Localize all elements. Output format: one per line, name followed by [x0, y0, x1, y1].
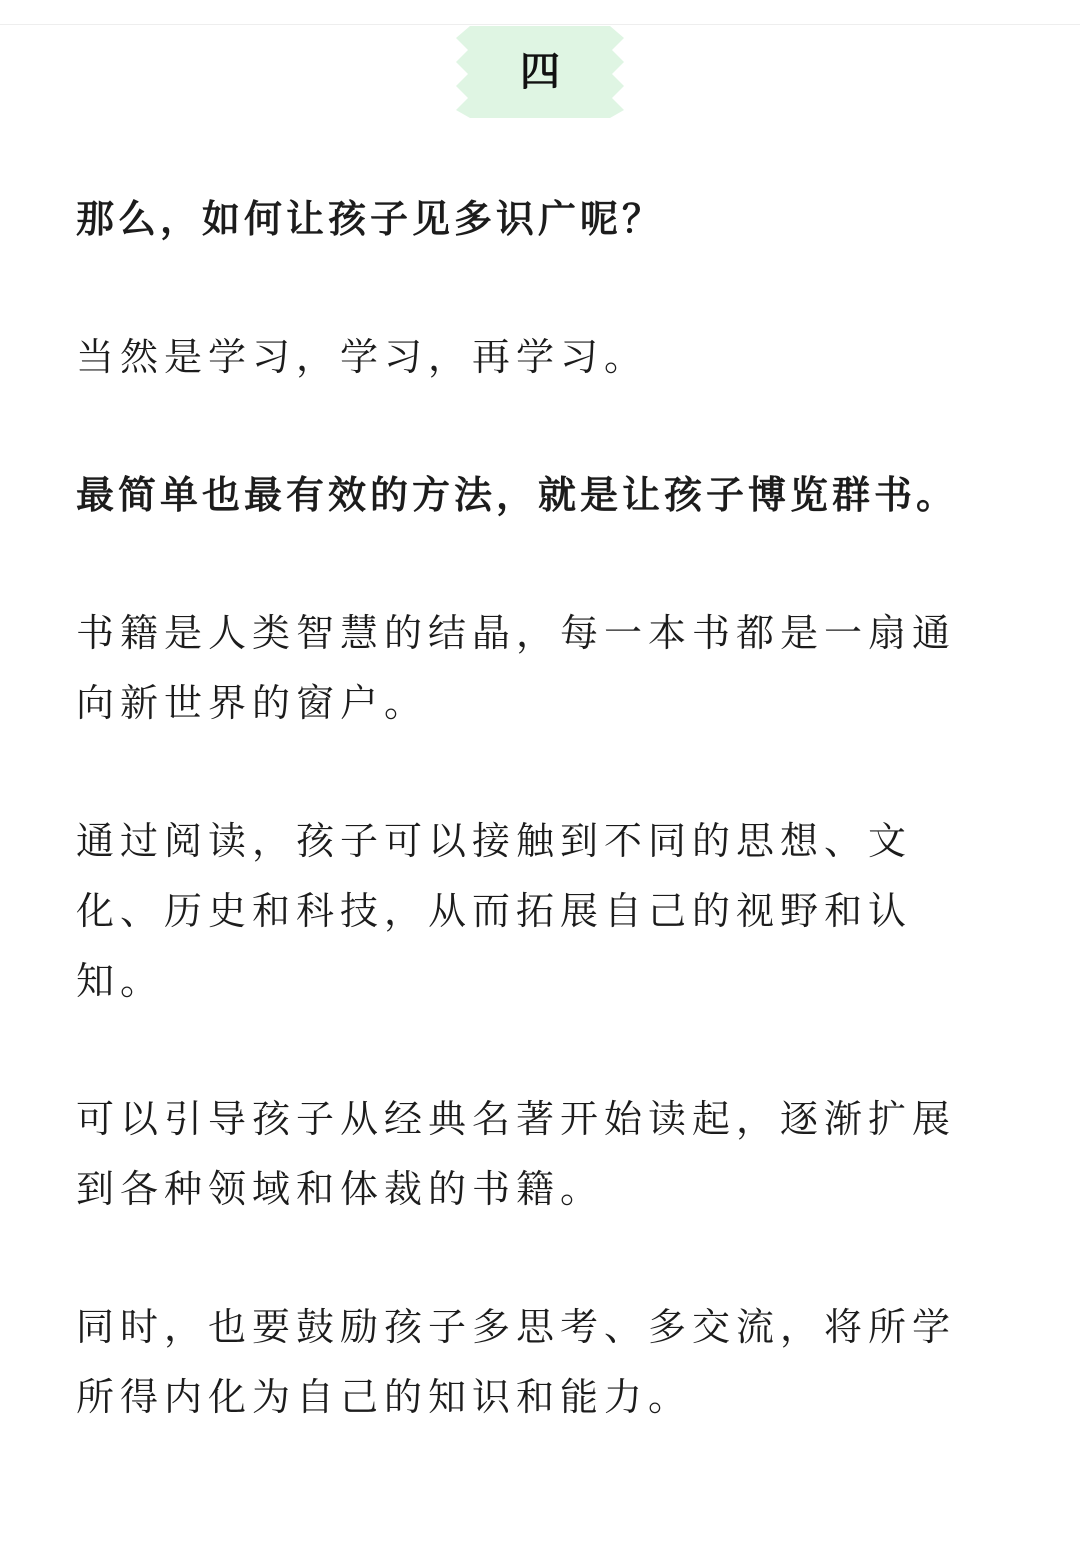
paragraph-thinking: 同时，也要鼓励孩子多思考、多交流，将所学所得内化为自己的知识和能力。	[76, 1305, 957, 1419]
paragraph-answer: 当然是学习，学习，再学习。	[76, 335, 649, 379]
article-body	[76, 184, 976, 1500]
paragraph-classics: 可以引导孩子从经典名著开始读起，逐渐扩展到各种领域和体裁的书籍。	[76, 1097, 957, 1211]
paragraph-key-method: 最简单也最有效的方法，就是让孩子博览群书。	[76, 473, 959, 517]
paragraph-books: 书籍是人类智慧的结晶，每一本书都是一扇通向新世界的窗户。	[76, 611, 957, 725]
paragraph-question: 那么，如何让孩子见多识广呢？	[76, 197, 665, 241]
section-heading-badge	[452, 26, 628, 118]
paragraph-reading-benefits: 通过阅读，孩子可以接触到不同的思想、文化、历史和科技，从而拓展自己的视野和认知。	[76, 819, 913, 1003]
section-number: 四	[520, 49, 560, 95]
top-divider	[0, 24, 1080, 25]
